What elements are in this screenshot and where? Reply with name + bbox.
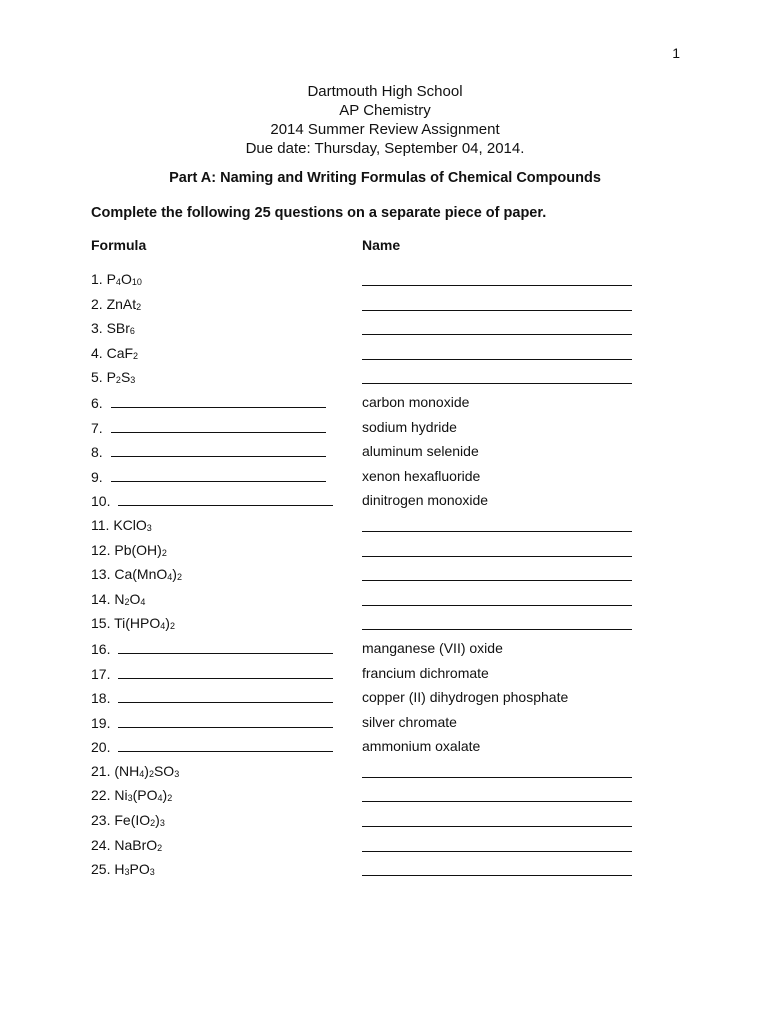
question-number: 12. xyxy=(91,541,115,558)
name-answer-blank[interactable] xyxy=(362,319,632,335)
question-number: 16. xyxy=(91,640,115,657)
question-row xyxy=(0,737,770,762)
formula-answer-blank[interactable] xyxy=(118,688,333,703)
question-number: 20. xyxy=(91,739,115,756)
page-number: 1 xyxy=(672,45,680,61)
formula-answer-blank[interactable] xyxy=(118,491,333,506)
part-title: Part A: Naming and Writing Formulas of Chemical Compounds xyxy=(169,170,601,186)
question-formula xyxy=(91,639,333,658)
formula-text: NaBrO$_2$ xyxy=(114,836,163,853)
formula-text: $H_3PO_3$ xyxy=(114,861,155,878)
question-number: 1. xyxy=(91,271,107,287)
formula-text: $P_4O_{10}$ xyxy=(106,271,142,287)
question-formula xyxy=(91,418,326,437)
name-answer-blank[interactable] xyxy=(362,344,632,360)
compound-name: aluminum selenide xyxy=(362,443,479,460)
formula-text: $Ti(HPO_4)_2$ xyxy=(114,615,175,632)
compound-name: xenon hexafluoride xyxy=(362,467,481,484)
formula-text: KClO$_3$ xyxy=(113,516,152,533)
name-answer-blank[interactable] xyxy=(362,860,632,876)
question-row xyxy=(0,836,770,861)
question-row xyxy=(0,590,770,615)
question-number: 13. xyxy=(91,566,115,583)
question-number: 21. xyxy=(91,762,115,779)
question-list xyxy=(0,270,770,885)
question-row xyxy=(0,713,770,738)
question-row xyxy=(0,295,770,320)
question-row xyxy=(0,811,770,836)
compound-name: ammonium oxalate xyxy=(362,738,481,755)
school-name: Dartmouth High School xyxy=(307,83,463,100)
question-row xyxy=(0,786,770,811)
question-number: 22. xyxy=(91,787,115,804)
question-formula xyxy=(91,811,165,832)
question-number: 2. xyxy=(91,295,107,312)
question-number: 6. xyxy=(91,394,107,411)
compound-name: sodium hydride xyxy=(362,418,457,435)
question-number: 10. xyxy=(91,493,115,510)
instructions: Complete the following 25 questions on a separate piece of paper. xyxy=(91,205,547,221)
formula-text: $Ni_3(PO_4)_2$ xyxy=(114,787,173,804)
question-row xyxy=(0,541,770,566)
question-formula xyxy=(91,393,326,412)
question-number: 9. xyxy=(91,468,107,485)
question-formula xyxy=(91,860,155,881)
name-answer-blank[interactable] xyxy=(362,270,632,286)
formula-answer-blank[interactable] xyxy=(118,713,333,728)
question-row xyxy=(0,467,770,492)
question-formula xyxy=(91,762,179,783)
question-row xyxy=(0,860,770,885)
question-row xyxy=(0,762,770,787)
formula-answer-blank[interactable] xyxy=(111,418,326,433)
formula-column-header: Formula xyxy=(91,237,147,253)
formula-text: SBr$_6$ xyxy=(106,320,135,337)
question-formula xyxy=(91,614,175,635)
formula-text: ZnAt$_2$ xyxy=(106,295,142,312)
question-number: 19. xyxy=(91,714,115,731)
question-number: 18. xyxy=(91,690,115,707)
question-row xyxy=(0,270,770,295)
question-formula xyxy=(91,541,167,562)
question-formula xyxy=(91,664,333,683)
question-number: 8. xyxy=(91,444,107,461)
question-row xyxy=(0,688,770,713)
compound-name: dinitrogen monoxide xyxy=(362,492,489,509)
question-row xyxy=(0,664,770,689)
question-number: 15. xyxy=(91,615,115,632)
question-number: 14. xyxy=(91,590,115,607)
question-formula xyxy=(91,737,333,756)
question-formula xyxy=(91,295,141,316)
question-formula xyxy=(91,442,326,461)
question-formula xyxy=(91,467,326,486)
question-row xyxy=(0,442,770,467)
compound-name: carbon monoxide xyxy=(362,393,470,410)
formula-answer-blank[interactable] xyxy=(118,664,333,679)
compound-name: copper (II) dihydrogen phosphate xyxy=(362,689,569,706)
formula-answer-blank[interactable] xyxy=(111,442,326,457)
question-row xyxy=(0,319,770,344)
compound-name: manganese (VII) oxide xyxy=(362,639,503,656)
name-answer-blank[interactable] xyxy=(362,590,632,606)
name-answer-blank[interactable] xyxy=(362,762,632,778)
name-answer-blank[interactable] xyxy=(362,836,632,852)
question-number: 7. xyxy=(91,419,107,436)
question-row xyxy=(0,418,770,443)
name-answer-blank[interactable] xyxy=(362,295,632,311)
compound-name: silver chromate xyxy=(362,713,457,730)
name-answer-blank[interactable] xyxy=(362,811,632,827)
question-formula xyxy=(91,565,182,586)
question-row xyxy=(0,516,770,541)
question-row xyxy=(0,393,770,418)
question-number: 17. xyxy=(91,665,115,682)
question-row xyxy=(0,491,770,516)
question-formula xyxy=(91,344,138,365)
formula-text: $(NH_4)_2SO_3$ xyxy=(114,762,180,779)
name-answer-blank[interactable] xyxy=(362,368,632,384)
question-formula xyxy=(91,836,162,857)
question-formula xyxy=(91,319,135,340)
formula-text: $Pb(OH)_2$ xyxy=(114,541,167,558)
question-number: 5. xyxy=(91,369,107,386)
name-answer-blank[interactable] xyxy=(362,614,632,630)
question-row xyxy=(0,614,770,639)
question-number: 25. xyxy=(91,861,115,878)
assignment-title: 2014 Summer Review Assignment xyxy=(270,121,500,138)
question-formula xyxy=(91,688,333,707)
question-row xyxy=(0,565,770,590)
name-answer-blank[interactable] xyxy=(362,565,632,581)
name-answer-blank[interactable] xyxy=(362,786,632,802)
question-formula xyxy=(91,713,333,732)
name-answer-blank[interactable] xyxy=(362,541,632,557)
formula-answer-blank[interactable] xyxy=(111,467,326,482)
question-number: 3. xyxy=(91,320,107,337)
formula-text: $P_2S_3$ xyxy=(106,369,136,386)
due-date: Due date: Thursday, September 04, 2014. xyxy=(245,140,525,157)
question-formula xyxy=(91,516,152,537)
question-formula xyxy=(91,368,135,389)
question-number: 23. xyxy=(91,812,115,829)
formula-answer-blank[interactable] xyxy=(118,737,333,752)
formula-text: $N_2O_4$ xyxy=(114,590,146,607)
formula-answer-blank[interactable] xyxy=(118,639,333,654)
question-formula xyxy=(91,590,145,611)
document-header xyxy=(0,82,770,158)
question-row xyxy=(0,344,770,369)
question-number: 24. xyxy=(91,836,115,853)
formula-answer-blank[interactable] xyxy=(111,393,326,408)
question-number: 4. xyxy=(91,344,107,361)
compound-name: francium dichromate xyxy=(362,664,489,681)
name-column-header: Name xyxy=(362,237,401,253)
question-number: 11. xyxy=(91,516,114,533)
question-formula xyxy=(91,491,333,510)
question-row xyxy=(0,368,770,393)
formula-text: CaF$_2$ xyxy=(106,344,139,361)
formula-text: $Ca(MnO_4)_2$ xyxy=(114,566,182,583)
course-name: AP Chemistry xyxy=(339,102,431,119)
question-row xyxy=(0,639,770,664)
name-answer-blank[interactable] xyxy=(362,516,632,532)
question-formula xyxy=(91,786,172,807)
formula-text: $Fe(IO_2)_3$ xyxy=(114,812,165,829)
question-formula xyxy=(91,270,142,291)
